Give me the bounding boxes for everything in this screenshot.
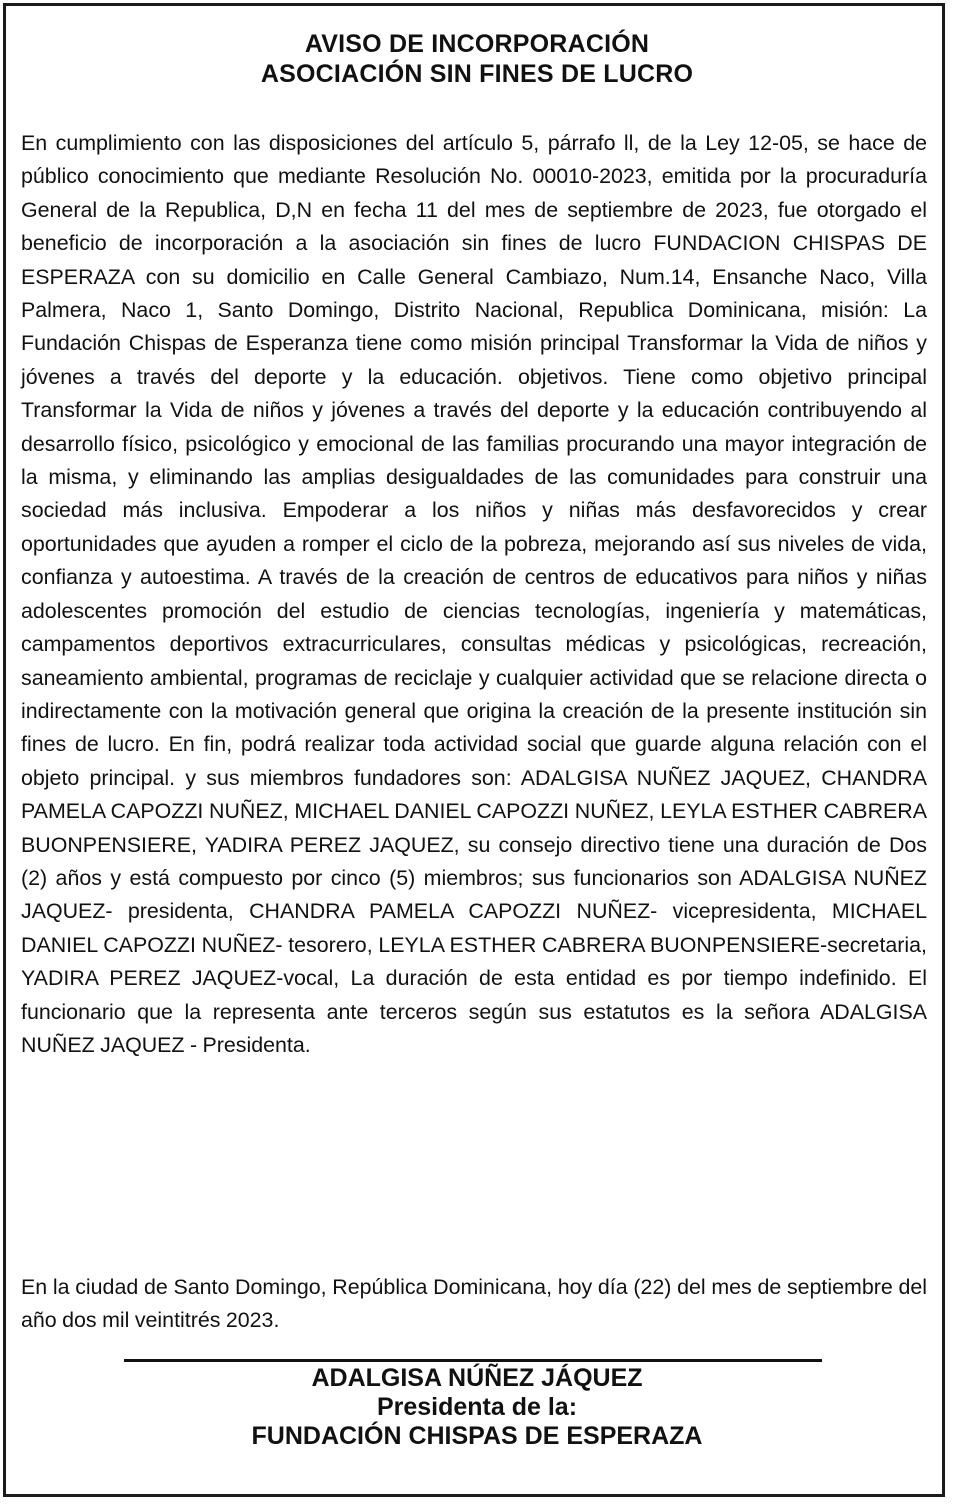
notice-title: AVISO DE INCORPORACIÓN bbox=[304, 30, 650, 58]
signatory-role: Presidenta de la: bbox=[376, 1393, 578, 1421]
signatory-organization: FUNDACIÓN CHISPAS DE ESPERAZA bbox=[251, 1422, 703, 1450]
signatory-name: ADALGISA NÚÑEZ JÁQUEZ bbox=[311, 1364, 643, 1392]
notice-subtitle: ASOCIACIÓN SIN FINES DE LUCRO bbox=[260, 60, 694, 88]
notice-body-paragraph: En cumplimiento con las disposiciones del artículo 5, párrafo ll, de la Ley 12-05, se hace de público conocimiento que mediante Resolución No. 00010-2023, emitida por la procuraduría General de la Republica, D,N en fecha 11 del mes de septiembre de 2023, fue otorgado el beneficio de incorporación a la asociación sin fines de lucro FUNDACION CHISPAS DE ESPERAZA con su domicilio en Calle General Cambiazo, Num.14, Ensanche Naco, Villa Palmera, Naco 1, Santo Domingo, Distrito Nacional, Republica Dominicana, misión: La Fundación Chispas de Esperanza tiene como misión principal Transformar la Vida de niños y jóvenes a través del deporte y la educación. objetivos. Tiene como objetivo principal Transformar la Vida de niños y jóvenes a través del deporte y la educación contribuyendo al desarrollo físico, psicológico y emocional de las familias procurando una mayor integración de la misma, y eliminando las amplias desigualdades de las comunidades para construir una sociedad más inclusiva. Empoderar a los niños y niñas más desfavorecidos y crear oportunidades que ayuden a romper el ciclo de la pobreza, mejorando así sus niveles de vida, confianza y autoestima. A través de la creación de centros de educativos para niños y niñas adolescentes promoción del estudio de ciencias tecnologías, ingeniería y matemáticas, campamentos deportivos extracurriculares, consultas médicas y psicológicas, recreación, saneamiento ambiental, programas de reciclaje y cualquier actividad que se relacione directa o indirectamente con la motivación general que origina la creación de la presente institución sin fines de lucro. En fin, podrá realizar toda actividad social que guarde alguna relación con el objeto principal. y sus miembros fundadores son: ADALGISA NUÑEZ JAQUEZ, CHANDRA PAMELA CAPOZZI NUÑEZ, MICHAEL DANIEL CAPOZZI NUÑEZ, LEYLA ESTHER CABRERA BUONPENSIERE, YADIRA PEREZ JAQUEZ, su consejo directivo tiene una duración de Dos (2) años y está compuesto por cinco (5) miembros; sus funcionarios son ADALGISA NUÑEZ JAQUEZ- presidenta, CHANDRA PAMELA CAPOZZI NUÑEZ- vicepresidenta, MICHAEL DANIEL CAPOZZI NUÑEZ- tesorero, LEYLA ESTHER CABRERA BUONPENSIERE-secretaria, YADIRA PEREZ JAQUEZ-vocal, La duración de esta entidad es por tiempo indefinido. El funcionario que la representa ante terceros según sus estatutos es la señora ADALGISA NUÑEZ JAQUEZ - Presidenta. bbox=[21, 131, 927, 1057]
notice-date-paragraph: En la ciudad de Santo Domingo, República Dominicana, hoy día (22) del mes de septiembre del año dos mil veintitrés 2023. bbox=[21, 1275, 927, 1333]
signature-line bbox=[124, 1359, 822, 1362]
